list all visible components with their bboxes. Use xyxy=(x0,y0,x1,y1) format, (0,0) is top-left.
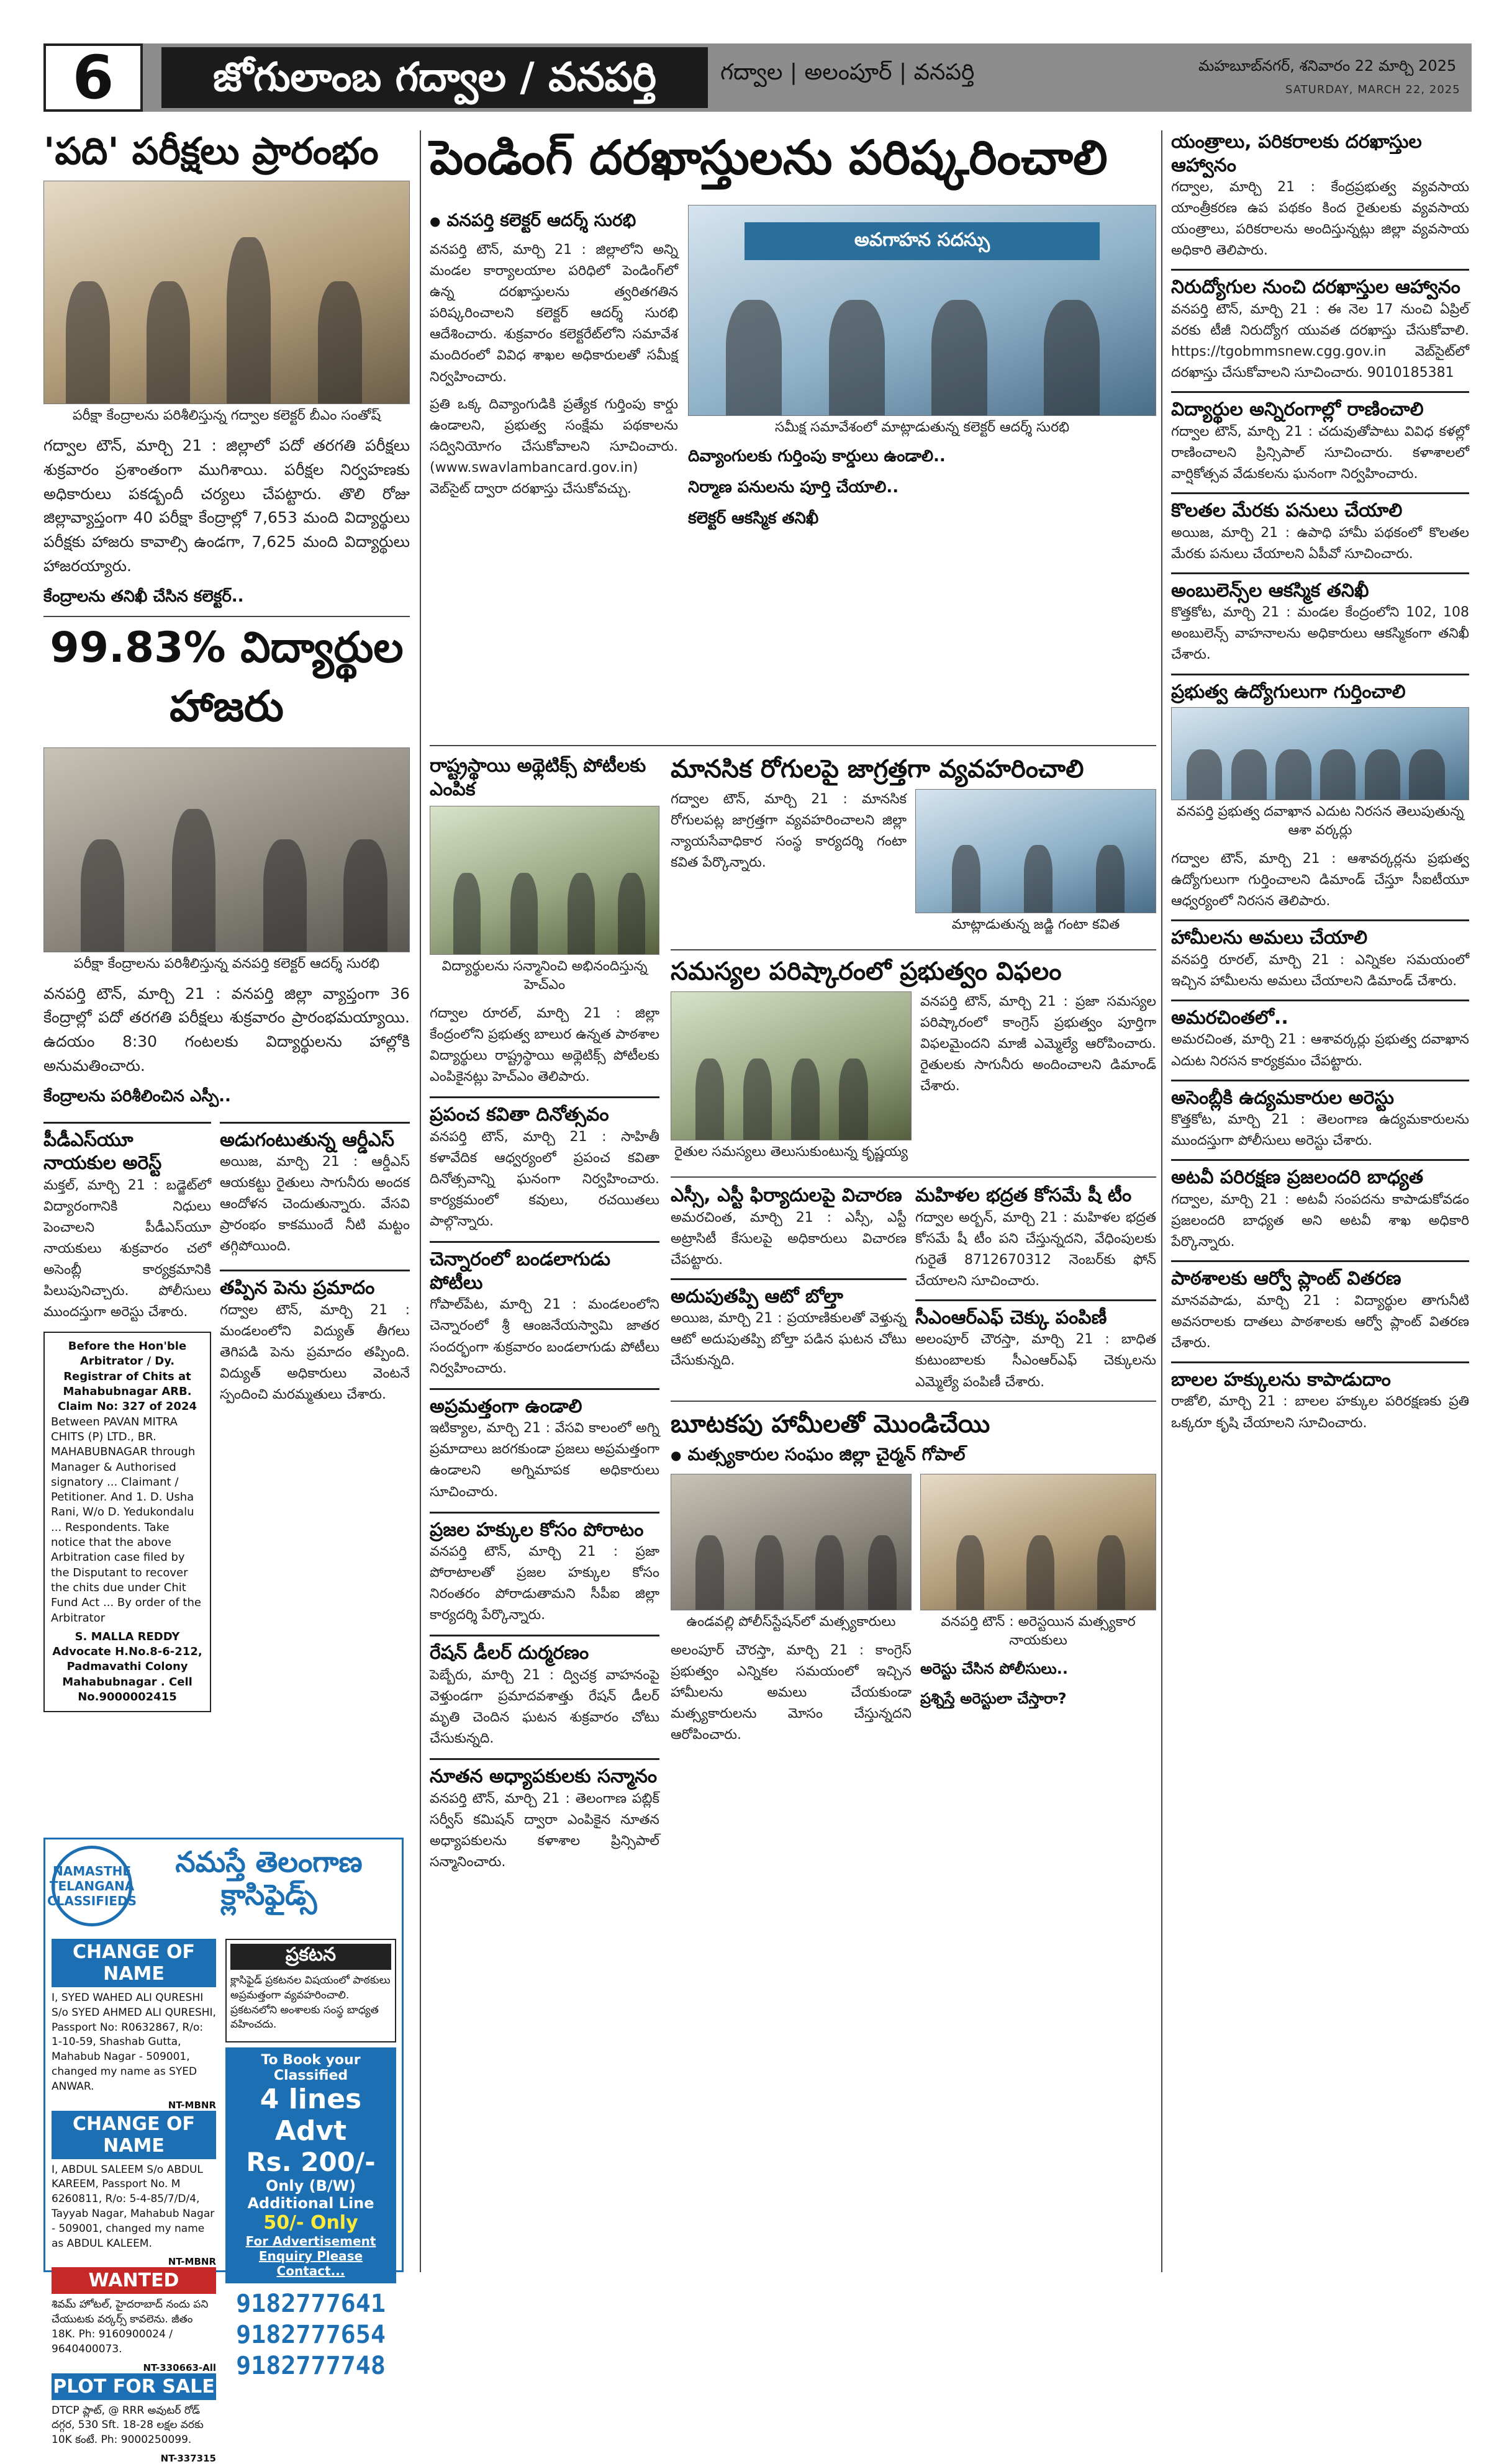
classifieds-right xyxy=(225,1939,396,2381)
column-rule xyxy=(1161,130,1162,2272)
page-number: 6 xyxy=(43,43,143,112)
booking-enquiry: For Advertisement Enquiry Please Contact... xyxy=(245,2234,376,2279)
headline-accident-averted: తప్పిన పెను ప్రమాదం xyxy=(220,1270,410,1300)
headline-peoples-rights: ప్రజల హక్కుల కోసం పోరాటం xyxy=(430,1512,659,1542)
classified-ref: NT-MBNR xyxy=(168,2099,216,2111)
headline-poetry-day: ప్రపంచ కవితా దినోత్సవం xyxy=(430,1096,659,1127)
column-4 xyxy=(1171,130,1469,1434)
photo-caption: వనపర్తి టౌన్ : అరెస్టయిన మత్స్యకార నాయకులు xyxy=(941,1613,1136,1648)
article-body: ప్రతి ఒక్క దివ్యాంగుడికి ప్రత్యేక గుర్తింపు కార్డు ఉండాలని, ప్రభుత్వ సంక్షేమ పథకాలను సద్వినియోగం చేసుకోవాలని సూచించారు. (www.swavlambancard.gov.in) వెబ్‌సైట్ ద్వారా దరఖాస్తు చేసుకోవచ్చు. xyxy=(430,396,678,497)
booking-box xyxy=(225,2047,396,2283)
headline-implement-promises: హామీలను అమలు చేయాలి xyxy=(1171,919,1469,950)
article-body: అయిజ, మార్చి 21 : ఆర్డీఎస్ ఆయకట్టు రైతులు సాగునీరు అందక ఆందోళన చెందుతున్నారు. వేసవి ప్రారంభం కాకముందే నీటి మట్టం తగ్గిపోయింది. xyxy=(220,1154,410,1255)
subhead: నిర్మాణ పనులను పూర్తి చేయాలి.. xyxy=(688,478,899,497)
headline-asha-workers: ప్రభుత్వ ఉద్యోగులుగా గుర్తించాలి xyxy=(1171,674,1469,704)
classifieds-logo: NAMASTHE TELANGANA CLASSIFIEDS xyxy=(52,1846,132,1926)
headline-auto-overturn: అదుపుతప్పి ఆటో బోల్తా xyxy=(671,1278,907,1309)
article-body: ఇటిక్యాల, మార్చి 21 : వేసవి కాలంలో అగ్ని ప్రమాదాలు జరగకుండా ప్రజలు అప్రమత్తంగా ఉండాలని అగ్నిమాపక అధికారులు సూచించారు. xyxy=(430,1420,659,1500)
classified-item: I, ABDUL SALEEM S/o ABDUL KAREEM, Passport No. M 6260811, R/o: 5-4-85/7/D/4, Tayyab Nagar, Mahabub Nagar - 509001, changed my name as ABDUL KALEEM. xyxy=(52,2163,215,2250)
legal-notice-advocate: S. MALLA REDDY Advocate H.No.8-6-212, Padmavathi Colony Mahabubnagar . Cell No.9000002415 xyxy=(52,1630,202,1704)
subhead: కేంద్రాలను తనిఖీ చేసిన కలెక్టర్.. xyxy=(43,587,244,606)
classifieds-left xyxy=(52,1939,216,2464)
classifieds-box xyxy=(43,1838,404,2464)
subhead: ప్రశ్నిస్తే అరెస్టులా చేస్తారా? xyxy=(920,1689,1067,1707)
classified-item: DTCP ప్లాట్, @ RRR అవుటర్ రోడ్ దగ్గర, 530 Sft. 18-28 లక్షల వరకు 10K కంటే. Ph: 9000250099. xyxy=(52,2404,204,2447)
headline-forest: అటవీ పరిరక్షణ ప్రజలందరి బాధ్యత xyxy=(1171,1159,1469,1189)
column-rule xyxy=(420,130,421,2272)
headline-exams-begin: 'పది' పరీక్షలు ప్రారంభం xyxy=(43,130,379,173)
photo-students xyxy=(430,806,659,955)
legal-notice xyxy=(43,1332,211,1712)
article-body: గద్వాల, మార్చి 21 : అటవీ సంపదను కాపాడుకోవడం ప్రజలందరి బాధ్యత అని అటవీ శాఖ అధికారి పేర్కొన్నారు. xyxy=(1171,1191,1469,1250)
column-2a xyxy=(430,205,678,500)
photo-caption: పరీక్షా కేంద్రాలను పరిశీలిస్తున్న గద్వాల కలెక్టర్ బీఎం సంతోష్ xyxy=(72,408,381,423)
classifieds-title: నమస్తే తెలంగాణ క్లాసిఫైడ్స్ xyxy=(175,1845,363,1911)
classified-ref: NT-330663-All xyxy=(143,2362,216,2373)
column-2c xyxy=(430,754,659,1873)
headline-rds: అడుగంటుతున్న ఆర్డీఎస్ xyxy=(220,1122,410,1152)
headline-mental-health: మానసిక రోగులపై జాగ్రత్తగా వ్యవహరించాలి xyxy=(671,755,1084,783)
headline-bullock-race: చెన్నారంలో బండలాగుడు పోటీలు xyxy=(430,1241,659,1294)
headline-she-team: మహిళల భద్రత కోసమే షీ టీం xyxy=(915,1185,1132,1206)
article-body: అలంపూర్ చౌరస్తా, మార్చి 21 : కాంగ్రెస్ ప్రభుత్వం ఎన్నికల సమయంలో ఇచ్చిన హామీలను అమలు చేయకుండా మత్స్యకారులను మోసం చేస్తున్నదని ఆరోపించారు. xyxy=(671,1642,912,1743)
article-body: గద్వాల టౌన్, మార్చి 21 : చదువుతోపాటు వివిధ కళల్లో రాణించాలని ప్రిన్సిపాల్ సూచించారు. కళాశాలలో వార్షికోత్సవ వేడుకలను ఘనంగా నిర్వహించారు. xyxy=(1171,423,1469,482)
article-body: కొత్తకోట, మార్చి 21 : మండల కేంద్రంలోని 102, 108 అంబులెన్స్ వాహనాలను అధికారులు ఆకస్మికంగా తనిఖీ చేశారు. xyxy=(1171,605,1469,663)
column-1 xyxy=(43,130,410,1712)
booking-extra-price: 50/- Only xyxy=(263,2212,358,2234)
booking-line: To Book your Classified xyxy=(261,2052,361,2084)
headline-amarchinta: అమరచింతలో.. xyxy=(1171,1000,1469,1030)
booking-extra: Only (B/W) Additional Line xyxy=(247,2177,374,2213)
article-body: వనపర్తి టౌన్, మార్చి 21 : ప్రజా సమస్యల పరిష్కారంలో కాంగ్రెస్ ప్రభుత్వం పూర్తిగా విఫలమైందని మాజీ ఎమ్మెల్యే ఆరోపించారు. రైతులకు సాగునీరు అందించాలని డిమాండ్ చేశారు. xyxy=(920,994,1156,1094)
headline-attendance: 99.83% విద్యార్థుల హాజరు xyxy=(50,623,404,731)
classified-ref: NT-MBNR xyxy=(168,2256,216,2268)
photo-caption: సమీక్ష సమావేశంలో మాట్లాడుతున్న కలెక్టర్ ఆదర్శ్ సురభి xyxy=(774,420,1070,435)
edition-title: జోగులాంబ గద్వాల / వనపర్తి xyxy=(161,47,708,108)
article-body: వనపర్తి టౌన్, మార్చి 21 : జిల్లాలోని అన్ని మండల కార్యాలయాల పరిధిలో పెండింగ్‌లో ఉన్న దరఖాస్తులను త్వరితగతిన పరిష్కరించాలని కలెక్టర్ ఆదర్శ్ సురభి ఆదేశించారు. శుక్రవారం కలెక్టరేట్‌లోని సమావేశ మందిరంలో వివిధ శాఖల అధికారులతో సమీక్ష నిర్వహించారు. xyxy=(430,242,678,385)
article-body: మానవపాడు, మార్చి 21 : విద్యార్థుల తాగునీటి అవసరాలకు దాతలు పాఠశాలకు ఆర్వో ప్లాంట్ వితరణ చేశారు. xyxy=(1171,1293,1469,1351)
photo-farmers xyxy=(671,991,912,1140)
subhead: కలెక్టర్ ఆకస్మిక తనిఖీ xyxy=(688,509,819,528)
article-body: అయిజ, మార్చి 21 : ప్రయాణికులతో వెళ్తున్న ఆటో అదుపుతప్పి బోల్తా పడిన ఘటన చోటు చేసుకున్నది. xyxy=(671,1311,907,1369)
legal-notice-body: Between PAVAN MITRA CHITS (P) LTD., BR. MAHABUBNAGAR through Manager & Authorised signatory ... Claimant / Petitioner. And 1. D. Usha Rani, W/o D. Yedukondalu ... Respondents. Take notice that the above Arbitration case filed by the Disputant to recover the chits due under Chit Fund Act ... By order of the Arbitrator xyxy=(51,1415,201,1625)
article-body: వనపర్తి టౌన్, మార్చి 21 : వనపర్తి జిల్లా వ్యాప్తంగా 36 కేంద్రాల్లో పదో తరగతి పరీక్షలు శుక్రవారం ప్రారంభమయ్యాయి. ఉదయం 8:30 గంటలకు విద్యార్థులను హాల్లోకి అనుమతించారు. xyxy=(43,984,410,1075)
classified-item: I, SYED WAHED ALI QURESHI S/o SYED AHMED ALI QURESHI, Passport No: R0632867, R/o: 1-10-59, Shashab Gutta, Mahabub Nagar - 509001, changed my name as SYED ANWAR. xyxy=(52,1992,216,2093)
article-body: అమరచింత, మార్చి 21 : ఎస్సీ, ఎస్టీ అట్రాసిటీ కేసులపై అధికారులు విచారణ చేపట్టారు. xyxy=(671,1209,907,1268)
section-rule xyxy=(43,616,410,617)
column-2-top xyxy=(430,130,1156,184)
photo-fishermen-station xyxy=(671,1474,912,1610)
article-body: గద్వాల టౌన్, మార్చి 21 : మానసిక రోగులపట్ల జాగ్రత్తగా వ్యవహరించాలని జిల్లా న్యాయసేవాధికార సంస్థ కార్యదర్శి గంటా కవిత పేర్కొన్నారు. xyxy=(671,792,907,871)
meeting-banner: అవగాహన సదస్సు xyxy=(745,222,1100,260)
booking-lines: 4 lines Advt xyxy=(260,2083,362,2147)
section-rule xyxy=(671,1176,1156,1178)
headline-athletics: రాష్ట్రస్థాయి అథ్లెటిక్స్ పోటీలకు ఎంపిక xyxy=(430,755,646,800)
masthead xyxy=(43,43,1472,112)
photo-asha-protest xyxy=(1171,707,1469,800)
photo-caption: మాట్లాడుతున్న జడ్జి గంటా కవిత xyxy=(951,917,1120,932)
column-2b xyxy=(688,205,1156,535)
phone-number: 9182777654 xyxy=(236,2321,386,2350)
headline-ration-dealer: రేషన్ డీలర్ దుర్మరణం xyxy=(430,1635,659,1665)
classified-ref: NT-337315 xyxy=(160,2452,216,2464)
photo-judge xyxy=(915,789,1156,913)
notice-box xyxy=(225,1939,396,2042)
phone-number: 9182777641 xyxy=(236,2290,386,2319)
photo-collector-visit xyxy=(43,747,410,952)
headline-sc-st: ఎస్సీ, ఎస్టీ ఫిర్యాదులపై విచారణ xyxy=(671,1185,902,1206)
headline-govt-failed: సమస్యల పరిష్కారంలో ప్రభుత్వం విఫలం xyxy=(671,957,1062,986)
subhead: దివ్యాంగులకు గుర్తింపు కార్డులు ఉండాలి.. xyxy=(688,447,946,466)
photo-caption: ఉండవల్లి పోలీస్‌స్టేషన్‌లో మత్స్యకారులు xyxy=(686,1613,896,1630)
photo-caption: విద్యార్థులను సన్మానించి అభినందిస్తున్న హెచ్ఎం xyxy=(441,959,648,993)
headline-activists-arrest: అసెంబ్లీకి ఉద్యమకారుల అరెస్టు xyxy=(1171,1080,1469,1110)
article-body: వనపర్తి టౌన్, మార్చి 21 : తెలంగాణ పబ్లిక్ సర్వీస్ కమిషన్ ద్వారా ఎంపికైన నూతన అధ్యాపకులను కళాశాల ప్రిన్సిపాల్ సన్మానించారు. xyxy=(430,1790,659,1871)
article-body: గద్వాల టౌన్, మార్చి 21 : ఆశావర్కర్లను ప్రభుత్వ ఉద్యోగులుగా గుర్తించాలని డిమాండ్ చేస్తూ సీఐటీయూ ఆధ్వర్యంలో నిరసన తెలిపారు. xyxy=(1171,851,1469,909)
headline-machinery: యంత్రాలు, పరికరాలకు దరఖాస్తుల ఆహ్వానం xyxy=(1171,131,1422,176)
article-body: వనపర్తి టౌన్, మార్చి 21 : సాహితీ కళావేదిక ఆధ్వర్యంలో ప్రపంచ కవితా దినోత్సవాన్ని ఘనంగా నిర్వహించారు. కార్యక్రమంలో కవులు, రచయితలు పాల్గొన్నారు. xyxy=(430,1129,659,1230)
headline-ro-plant: పాఠశాలకు ఆర్వో ప్లాంట్ వితరణ xyxy=(1171,1260,1469,1291)
article-body: కొత్తకోట, మార్చి 21 : తెలంగాణ ఉద్యమకారులను ముందస్తుగా పోలీసులు అరెస్టు చేశారు. xyxy=(1171,1112,1469,1149)
section-rule xyxy=(430,745,1156,746)
article-body: గద్వాల రూరల్, మార్చి 21 : జిల్లా కేంద్రంలోని ప్రభుత్వ బాలుర ఉన్నత పాఠశాల విద్యార్థులు రాష్ట్రస్థాయి అథ్లెటిక్స్ పోటీలకు ఎంపికైనట్లు హెచ్ఎం తెలిపారు. xyxy=(430,1006,659,1085)
article-body: వనపర్తి టౌన్, మార్చి 21 : ఈ నెల 17 నుంచి ఏప్రిల్ వరకు టీజీ నిరుద్యోగ యువత దరఖాస్తు చేసుకోవాలి. https://tgobmmsnew.cgg.gov.in వెబ్‌సైట్‌లో దరఖాస్తు చేసుకోవాలని సూచించారు. 9010185381 xyxy=(1171,301,1469,381)
headline-students-excel: విద్యార్థుల అన్నిరంగాల్లో రాణించాలి xyxy=(1171,391,1469,422)
band-change-of-name: CHANGE OF NAME xyxy=(52,2111,216,2159)
band-change-of-name: CHANGE OF NAME xyxy=(52,1939,216,1987)
headline-pending-applications: పెండింగ్ దరఖాస్తులను పరిష్కరించాలి xyxy=(430,130,1108,185)
photo-fishermen-arrest xyxy=(920,1474,1156,1610)
article-body: పెబ్బేరు, మార్చి 21 : ద్విచక్ర వాహనంపై వెళ్తుండగా ప్రమాదవశాత్తు రేషన్ డీలర్ మృతి చెందిన ఘటన శుక్రవారం చోటు చేసుకున్నది. xyxy=(430,1667,659,1747)
headline-new-lecturers: నూతన అధ్యాపకులకు సన్మానం xyxy=(430,1758,659,1789)
notice-body: క్లాసిఫైడ్ ప్రకటనల విషయంలో పాఠకులు అప్రమత్తంగా వ్యవహరించాలి. ప్రకటనలోని అంశాలకు సంస్థ బాధ్యత వహించదు. xyxy=(230,1974,391,2031)
article-body: అయిజ, మార్చి 21 : ఉపాధి హామీ పథకంలో కొలతల మేరకు పనులు చేయాలని ఏపీవో సూచించారు. xyxy=(1171,525,1469,562)
headline-be-alert: అప్రమత్తంగా ఉండాలి xyxy=(430,1388,659,1419)
headline-cmrf: సీఎంఆర్‌ఎఫ్ చెక్కు పంపిణీ xyxy=(915,1299,1156,1330)
photo-review-meeting xyxy=(688,205,1156,416)
byline: ● మత్స్యకారుల సంఘం జిల్లా చైర్మన్ గోపాల్ xyxy=(671,1444,1156,1469)
article-body: గద్వాల, మార్చి 21 : కేంద్రప్రభుత్వ వ్యవసాయ యాంత్రీకరణ ఉప పథకం కింద రైతులకు వ్యవసాయ యంత్రాలు, పరికరాలను అందిస్తున్నట్లు జిల్లా వ్యవసాయ అధికారి తెలిపారు. xyxy=(1171,179,1469,259)
article-body: అమరచింత, మార్చి 21 : ఆశావర్కర్లు ప్రభుత్వ దవాఖాన ఎదుట నిరసన కార్యక్రమం చేపట్టారు. xyxy=(1171,1032,1469,1069)
article-body: గద్వాల టౌన్, మార్చి 21 : మండలంలోని విద్యుత్ తీగలు తెగిపడి పెను ప్రమాదం తప్పింది. విద్యుత్ అధికారులు వెంటనే స్పందించి మరమ్మతులు చేశారు. xyxy=(220,1302,410,1403)
article-body: గద్వాల అర్బన్, మార్చి 21 : మహిళల భద్రత కోసమే షీ టీం పని చేస్తున్నదని, వేధింపులకు గురైతే 8712670312 నెంబర్‌కు ఫోన్ చేయాలని సూచించారు. xyxy=(915,1209,1156,1289)
section-rule xyxy=(671,1401,1156,1402)
article-body: రాజోలి, మార్చి 21 : బాలల హక్కుల పరిరక్షణకు ప్రతి ఒక్కరూ కృషి చేయాలని సూచించారు. xyxy=(1171,1394,1469,1431)
phone-number: 9182777748 xyxy=(236,2352,386,2381)
photo-exam-hall xyxy=(43,181,410,404)
subhead: కేంద్రాలను పరిశీలించిన ఎస్పీ.. xyxy=(43,1086,231,1106)
photo-caption: వనపర్తి ప్రభుత్వ దవాఖాన ఎదుట నిరసన తెలుపుతున్న ఆశా వర్కర్లు xyxy=(1176,804,1464,838)
headline-ambulance: అంబులెన్స్‌ల ఆకస్మిక తనిఖీ xyxy=(1171,572,1469,603)
notice-title: ప్రకటన xyxy=(230,1944,391,1970)
column-3 xyxy=(671,754,1156,1746)
band-wanted: WANTED xyxy=(52,2267,216,2294)
date-telugu: మహబూబ్‌నగర్, శనివారం 22 మార్చి 2025 xyxy=(1198,57,1457,74)
band-plot-for-sale: PLOT FOR SALE xyxy=(52,2373,216,2400)
headline-unemployed: నిరుద్యోగుల నుంచి దరఖాస్తుల ఆహ్వానం xyxy=(1171,269,1469,299)
article-body: గద్వాల టౌన్, మార్చి 21 : జిల్లాలో పదో తరగతి పరీక్షలు శుక్రవారం ప్రశాంతంగా ముగిశాయి. పరీక్షల నిర్వహణకు అధికారులు పకడ్బందీ చర్యలు చేపట్టారు. తొలి రోజు జిల్లావ్యాప్తంగా 40 పరీక్షా కేంద్రాల్లో 7,653 మంది విద్యార్థులు పరీక్షకు హాజరు కావాల్సి ఉండగా, 7,625 మంది విద్యార్థులు హాజరయ్యారు. xyxy=(43,436,410,575)
district-line: గద్వాల | అలంపూర్ | వనపర్తి xyxy=(720,60,975,85)
headline-false-promises: బూటకపు హామీలతో మొండిచేయి xyxy=(671,1409,990,1438)
article-body: అలంపూర్ చౌరస్తా, మార్చి 21 : బాధిత కుటుంబాలకు సీఎంఆర్‌ఎఫ్ చెక్కులను ఎమ్మెల్యే పంపిణీ చేశారు. xyxy=(915,1332,1156,1390)
headline-pdsu-arrest: పీడీఎస్‌యూ నాయకుల అరెస్ట్ xyxy=(43,1122,211,1175)
legal-notice-title: Before the Hon'ble Arbitrator / Dy. Registrar of Chits at Mahabubnagar ARB. Claim No: 327 of 2024 xyxy=(57,1340,197,1414)
booking-price: Rs. 200/- xyxy=(246,2147,376,2178)
photo-caption: రైతుల సమస్యలు తెలుసుకుంటున్న కృష్ణయ్య xyxy=(674,1144,908,1160)
headline-measurements: కొలతల మేరకు పనులు చేయాలి xyxy=(1171,492,1469,523)
article-body: వనపర్తి రూరల్, మార్చి 21 : ఎన్నికల సమయంలో ఇచ్చిన హామీలను అమలు చేయాలని డిమాండ్ చేశారు. xyxy=(1171,952,1469,989)
subhead: అరెస్టు చేసిన పోలీసులు.. xyxy=(920,1659,1068,1677)
classified-item: శివమ్ హోటల్, హైదరాబాద్ నందు పని చేయుటకు వర్కర్స్ కావలెను. జీతం 18K. Ph: 9160900024 / 9640400073. xyxy=(52,2298,209,2355)
article-body: గోపాల్‌పేట, మార్చి 21 : మండలంలోని చెన్నారంలో శ్రీ ఆంజనేయస్వామి జాతర సందర్భంగా శుక్రవారం బండలాగుడు పోటీలు నిర్వహించారు. xyxy=(430,1297,659,1376)
article-body: వనపర్తి టౌన్, మార్చి 21 : ప్రజా పోరాటాలతో ప్రజల హక్కుల కోసం నిరంతరం పోరాడుతామని సీపీఐ జిల్లా కార్యదర్శి పేర్కొన్నారు. xyxy=(430,1544,659,1623)
byline: ● వనపర్తి కలెక్టర్ ఆదర్శ్ సురభి xyxy=(430,210,678,235)
section-rule xyxy=(671,949,1156,950)
date-english: SATURDAY, MARCH 22, 2025 xyxy=(1285,83,1460,96)
article-body: మక్తల్, మార్చి 21 : బడ్జెట్‌లో విద్యారంగానికి నిధులు పెంచాలని పీడీఎస్‌యూ నాయకులు శుక్రవారం చలో అసెంబ్లీ కార్యక్రమానికి పిలుపునిచ్చారు. పోలీసులు ముందస్తుగా అరెస్టు చేశారు. xyxy=(43,1177,211,1320)
photo-caption: పరీక్షా కేంద్రాలను పరిశీలిస్తున్న వనపర్తి కలెక్టర్ ఆదర్శ్ సురభి xyxy=(73,955,380,972)
headline-child-rights: బాలల హక్కులను కాపాడుదాం xyxy=(1171,1361,1469,1392)
